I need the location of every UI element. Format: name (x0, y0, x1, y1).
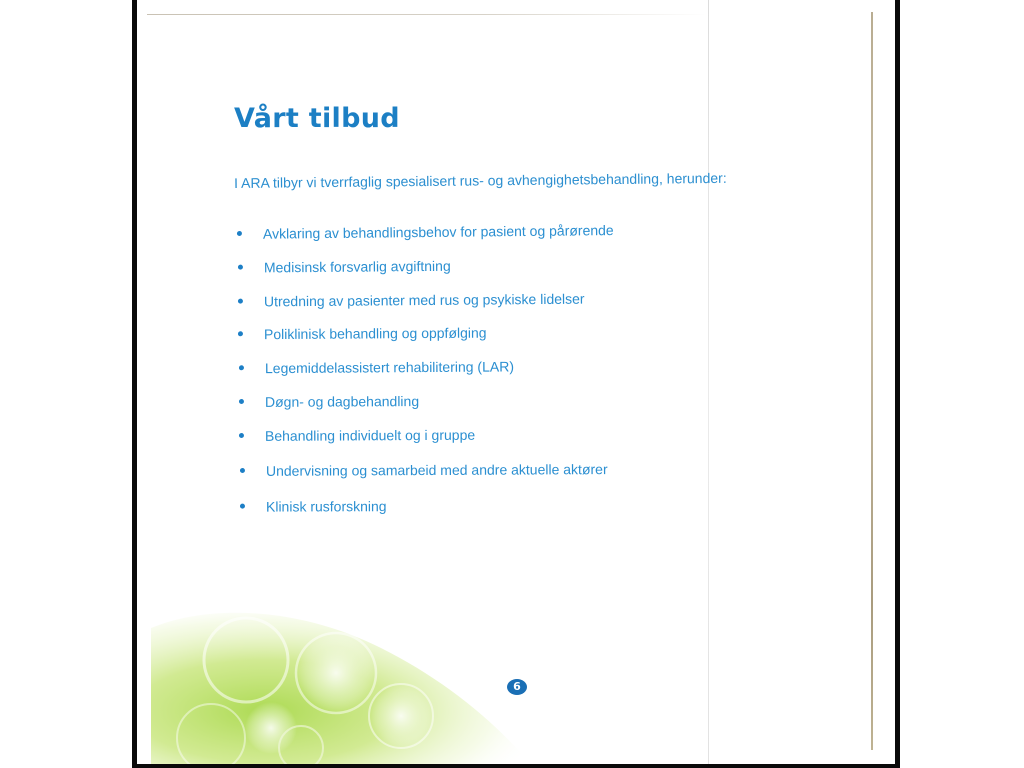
fold-line (708, 0, 709, 764)
list-item-text: Medisinsk forsvarlig avgiftning (263, 257, 451, 276)
bullet-icon (237, 231, 242, 236)
list-item-text: Avklaring av behandlingsbehov for pasient og pårørende (262, 222, 614, 242)
list-item-text: Døgn- og dagbehandling (264, 393, 420, 410)
bullet-icon (240, 504, 245, 509)
bullet-icon (238, 332, 243, 337)
page-edge-shadow (871, 12, 873, 750)
list-item-text: Behandling individuelt og i gruppe (264, 426, 476, 444)
list-item-text: Legemiddelassistert rehabilitering (LAR) (264, 358, 515, 377)
top-rule (147, 14, 707, 15)
list-item-text: Undervisning og samarbeid med andre aktuelle aktører (265, 460, 608, 479)
list-item-text: Klinisk rusforskning (265, 498, 387, 515)
green-bokeh-decoration (151, 598, 531, 764)
intro-paragraph: I ARA tilbyr vi tverrfaglig spesialisert rus- og avhengighetsbehandling, herunder: (234, 169, 727, 191)
list-item (239, 390, 616, 426)
page-heading: Vårt tilbud (234, 103, 400, 134)
list-item (237, 220, 614, 258)
list-item-text: Poliklinisk behandling og oppfølging (263, 324, 487, 343)
bullet-icon (239, 365, 244, 370)
list-item-text: Utredning av pasienter med rus og psykiske lidelser (263, 290, 585, 310)
bullet-icon (238, 264, 243, 269)
list-item (239, 424, 616, 460)
list-item (240, 496, 617, 531)
list-item (238, 322, 615, 358)
brochure-page (137, 0, 895, 764)
bullet-icon (239, 399, 244, 404)
list-item (238, 288, 615, 325)
bullet-icon (238, 298, 243, 303)
list-item (240, 459, 617, 495)
services-list (237, 222, 614, 526)
bullet-icon (240, 468, 245, 473)
list-item (238, 254, 615, 291)
page-number-badge: 6 (507, 679, 527, 695)
bullet-icon (239, 433, 244, 438)
list-item (239, 356, 616, 392)
